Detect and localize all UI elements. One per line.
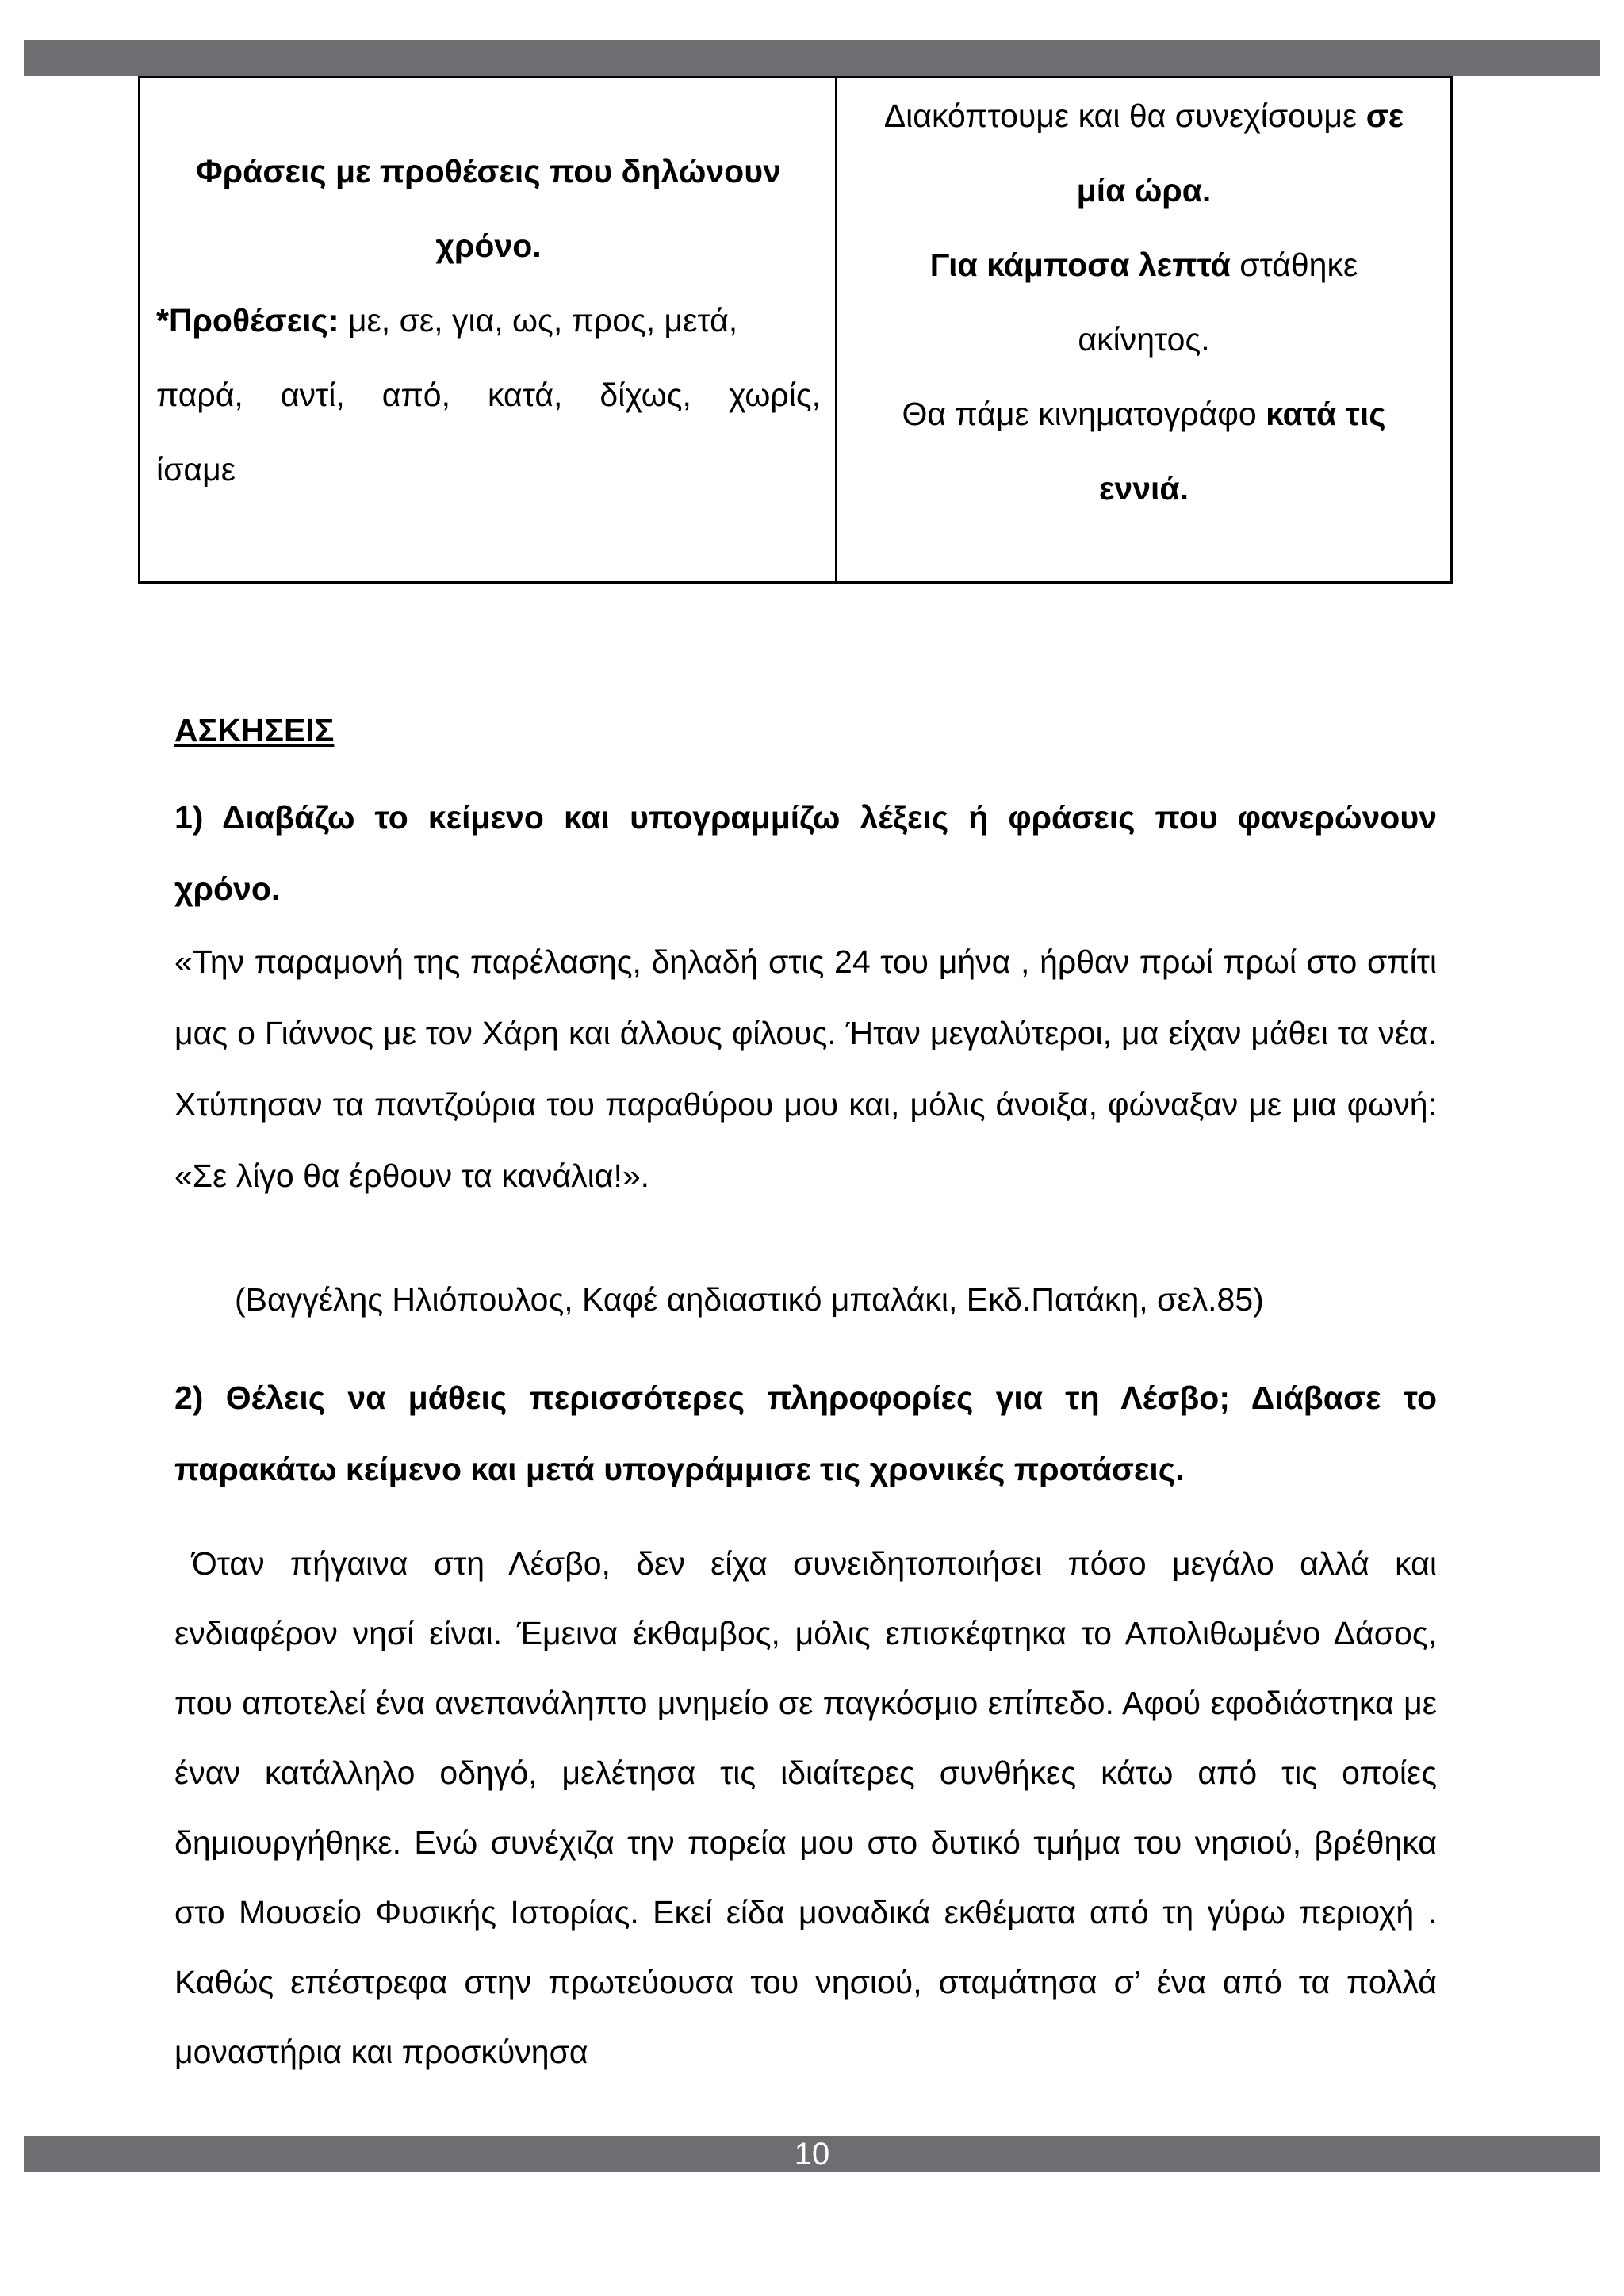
table-cell-rule — [140, 78, 837, 583]
exercise-2-instruction: 2) Θέλεις να μάθεις περισσότερες πληροφορίες για τη Λέσβο; Διάβασε το παρακάτω κείμενο και μετά υπογράμμισε τις χρονικές προτάσεις. — [174, 1380, 1437, 1487]
example-1: Διακόπτουμε και θα συνεχίσουμε σε μία ώρα. — [883, 98, 1404, 209]
example-3: Θα πάμε κινηματογράφο κατά τις εννιά. — [902, 396, 1386, 507]
exercise-1-text: «Την παραμονή της παρέλασης, δηλαδή στις 24 του μήνα , ήρθαν πρωί πρωί στο σπίτι μας ο Γιάννος με τον Χάρη και άλλους φίλους. Ήταν μεγαλύτεροι, μα είχαν μάθει τα νέα. Χτύπησαν τα παντζούρια του παραθύρου μου και, μόλις άνοιξα, φώναξαν με μια φωνή: «Σε λίγο θα έρθουν τα κανάλια!». — [174, 943, 1437, 1194]
prepositions-line-3: ίσαμε — [156, 451, 236, 488]
exercise-1-instruction: 1) Διαβάζω το κείμενο και υπογραμμίζω λέξεις ή φράσεις που φανερώνουν χρόνο. — [174, 799, 1437, 907]
table-cell-examples — [837, 78, 1452, 583]
rule-title: Φράσεις με προθέσεις που δηλώνουν χρόνο. — [196, 153, 781, 264]
example-2: Για κάμποσα λεπτά στάθηκε ακίνητος. — [929, 247, 1358, 358]
prepositions-label: *Προθέσεις: — [156, 302, 339, 339]
grammar-table — [138, 76, 1453, 584]
exercise-2-text: Όταν πήγαινα στη Λέσβο, δεν είχα συνειδητοποιήσει πόσο μεγάλο αλλά και ενδιαφέρον νησί είναι. Έμεινα έκθαμβος, μόλις επισκέφτηκα το Απολιθωμένο Δάσος, που αποτελεί ένα ανεπανάληπτο μνημείο σε παγκόσμιο επίπεδο. Αφού εφοδιάστηκα με έναν κατάλληλο οδηγό, μελέτησα τις ιδιαίτερες συνθήκες κάτω από τις οποίες δημιουργήθηκε. Ενώ συνέχιζα την πορεία μου στο δυτικό τμήμα του νησιού, βρέθηκα στο Μουσείο Φυσικής Ιστορίας. Εκεί είδα μοναδικά εκθέματα από τη γύρω περιοχή . Καθώς επέστρεφα στην πρωτεύουσα του νησιού, σταμάτησα σ’ ένα από τα πολλά μοναστήρια και προσκύνησα — [174, 1545, 1437, 2070]
exercises-heading: ΑΣΚΗΣΕΙΣ — [174, 712, 335, 748]
header-bar — [24, 40, 1600, 76]
page-number: 10 — [794, 2137, 830, 2172]
footer-bar — [24, 2136, 1600, 2172]
prepositions-line-1: *Προθέσεις: με, σε, για, ως, προς, μετά, — [156, 302, 738, 339]
prepositions-line-2: παρά, αντί, από, κατά, δίχως, χωρίς, — [156, 377, 821, 413]
exercise-1-source: (Βαγγέλης Ηλιόπουλος, Καφέ αηδιαστικό μπαλάκι, Εκδ.Πατάκη, σελ.85) — [235, 1281, 1264, 1318]
